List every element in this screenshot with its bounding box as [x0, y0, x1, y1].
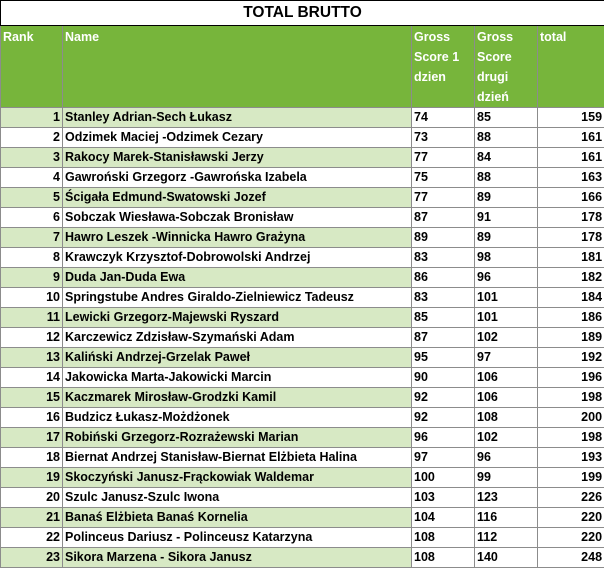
table-row: [1, 528, 604, 548]
header-row: [1, 26, 604, 108]
total-cell: 161: [538, 128, 604, 148]
total-cell: 198: [538, 428, 604, 448]
name-cell: Duda Jan-Duda Ewa: [63, 268, 412, 288]
total-cell: 184: [538, 288, 604, 308]
score-day2-cell: 88: [475, 168, 538, 188]
score-day2-cell: 102: [475, 328, 538, 348]
score-day1-cell: 103: [412, 488, 475, 508]
score-day2-cell: 89: [475, 228, 538, 248]
name-cell: Robiński Grzegorz-Rozrażewski Marian: [63, 428, 412, 448]
score-day2-cell: 116: [475, 508, 538, 528]
total-cell: 193: [538, 448, 604, 468]
table-row: [1, 128, 604, 148]
total-cell: 181: [538, 248, 604, 268]
score-day1-cell: 87: [412, 328, 475, 348]
name-cell: Sobczak Wiesława-Sobczak Bronisław: [63, 208, 412, 228]
rank-cell: 15: [1, 388, 63, 408]
score-day1-cell: 92: [412, 388, 475, 408]
total-cell: 200: [538, 408, 604, 428]
total-cell: 182: [538, 268, 604, 288]
rank-cell: 19: [1, 468, 63, 488]
score-day1-cell: 86: [412, 268, 475, 288]
table-row: [1, 348, 604, 368]
score-day2-cell: 101: [475, 288, 538, 308]
rank-cell: 2: [1, 128, 63, 148]
score-day1-cell: 100: [412, 468, 475, 488]
rank-cell: 20: [1, 488, 63, 508]
score-day1-cell: 97: [412, 448, 475, 468]
score-day1-cell: 96: [412, 428, 475, 448]
header-gross-score-day2: Gross Score drugi dzień: [475, 26, 538, 108]
rank-cell: 18: [1, 448, 63, 468]
table-row: [1, 548, 604, 568]
score-day1-cell: 89: [412, 228, 475, 248]
score-day2-cell: 96: [475, 448, 538, 468]
rank-cell: 3: [1, 148, 63, 168]
score-day1-cell: 83: [412, 288, 475, 308]
name-cell: Ścigała Edmund-Swatowski Jozef: [63, 188, 412, 208]
name-cell: Stanley Adrian-Sech Łukasz: [63, 108, 412, 128]
score-day2-cell: 85: [475, 108, 538, 128]
rank-cell: 6: [1, 208, 63, 228]
score-day2-cell: 140: [475, 548, 538, 568]
table-row: [1, 368, 604, 388]
score-day1-cell: 108: [412, 528, 475, 548]
table-row: [1, 268, 604, 288]
rank-cell: 11: [1, 308, 63, 328]
total-cell: 189: [538, 328, 604, 348]
name-cell: Kaliński Andrzej-Grzelak Paweł: [63, 348, 412, 368]
table-row: [1, 248, 604, 268]
name-cell: Jakowicka Marta-Jakowicki Marcin: [63, 368, 412, 388]
score-day2-cell: 88: [475, 128, 538, 148]
name-cell: Hawro Leszek -Winnicka Hawro Grażyna: [63, 228, 412, 248]
score-day1-cell: 83: [412, 248, 475, 268]
header-name: Name: [63, 26, 412, 108]
name-cell: Kaczmarek Mirosław-Grodzki Kamil: [63, 388, 412, 408]
name-cell: Biernat Andrzej Stanisław-Biernat Elżbieta Halina: [63, 448, 412, 468]
score-day2-cell: 108: [475, 408, 538, 428]
total-cell: 226: [538, 488, 604, 508]
rank-cell: 12: [1, 328, 63, 348]
name-cell: Szulc Janusz-Szulc Iwona: [63, 488, 412, 508]
score-day2-cell: 96: [475, 268, 538, 288]
name-cell: Lewicki Grzegorz-Majewski Ryszard: [63, 308, 412, 328]
table-row: [1, 408, 604, 428]
score-day1-cell: 92: [412, 408, 475, 428]
score-day1-cell: 95: [412, 348, 475, 368]
table-row: [1, 468, 604, 488]
rank-cell: 5: [1, 188, 63, 208]
table-row: [1, 508, 604, 528]
name-cell: Rakocy Marek-Stanisławski Jerzy: [63, 148, 412, 168]
score-day2-cell: 102: [475, 428, 538, 448]
total-cell: 159: [538, 108, 604, 128]
title-row: [1, 1, 604, 26]
table-row: [1, 108, 604, 128]
name-cell: Budzicz Łukasz-Możdżonek: [63, 408, 412, 428]
name-cell: Krawczyk Krzysztof-Dobrowolski Andrzej: [63, 248, 412, 268]
table-title: TOTAL BRUTTO: [1, 1, 604, 26]
name-cell: Gawroński Grzegorz -Gawrońska Izabela: [63, 168, 412, 188]
score-day2-cell: 91: [475, 208, 538, 228]
score-day2-cell: 97: [475, 348, 538, 368]
rank-cell: 14: [1, 368, 63, 388]
total-cell: 163: [538, 168, 604, 188]
rank-cell: 21: [1, 508, 63, 528]
rank-cell: 10: [1, 288, 63, 308]
score-day1-cell: 87: [412, 208, 475, 228]
score-day1-cell: 104: [412, 508, 475, 528]
table-row: [1, 188, 604, 208]
table-row: [1, 488, 604, 508]
table-row: [1, 388, 604, 408]
score-day2-cell: 106: [475, 388, 538, 408]
table-row: [1, 328, 604, 348]
rank-cell: 8: [1, 248, 63, 268]
rank-cell: 17: [1, 428, 63, 448]
total-cell: 199: [538, 468, 604, 488]
score-day2-cell: 98: [475, 248, 538, 268]
name-cell: Odzimek Maciej -Odzimek Cezary: [63, 128, 412, 148]
score-day1-cell: 73: [412, 128, 475, 148]
rank-cell: 9: [1, 268, 63, 288]
score-day1-cell: 74: [412, 108, 475, 128]
total-cell: 178: [538, 208, 604, 228]
name-cell: Sikora Marzena - Sikora Janusz: [63, 548, 412, 568]
table-row: [1, 288, 604, 308]
total-cell: 196: [538, 368, 604, 388]
header-rank: Rank: [1, 26, 63, 108]
table-row: [1, 448, 604, 468]
score-day1-cell: 90: [412, 368, 475, 388]
score-day1-cell: 75: [412, 168, 475, 188]
score-day1-cell: 108: [412, 548, 475, 568]
name-cell: Karczewicz Zdzisław-Szymański Adam: [63, 328, 412, 348]
rank-cell: 4: [1, 168, 63, 188]
total-cell: 186: [538, 308, 604, 328]
score-day2-cell: 89: [475, 188, 538, 208]
score-day2-cell: 101: [475, 308, 538, 328]
rank-cell: 13: [1, 348, 63, 368]
rank-cell: 16: [1, 408, 63, 428]
total-cell: 166: [538, 188, 604, 208]
score-day2-cell: 106: [475, 368, 538, 388]
total-cell: 248: [538, 548, 604, 568]
total-cell: 220: [538, 528, 604, 548]
score-day2-cell: 84: [475, 148, 538, 168]
score-day1-cell: 85: [412, 308, 475, 328]
header-gross-score-day1: Gross Score 1 dzien: [412, 26, 475, 108]
total-cell: 192: [538, 348, 604, 368]
table-row: [1, 308, 604, 328]
table-row: [1, 208, 604, 228]
name-cell: Polinceus Dariusz - Polinceusz Katarzyna: [63, 528, 412, 548]
score-day2-cell: 112: [475, 528, 538, 548]
header-total: total: [538, 26, 604, 108]
total-cell: 220: [538, 508, 604, 528]
score-day2-cell: 123: [475, 488, 538, 508]
table-row: [1, 428, 604, 448]
table-row: [1, 228, 604, 248]
score-day2-cell: 99: [475, 468, 538, 488]
rank-cell: 1: [1, 108, 63, 128]
total-cell: 198: [538, 388, 604, 408]
name-cell: Skoczyński Janusz-Frąckowiak Waldemar: [63, 468, 412, 488]
table-row: [1, 148, 604, 168]
score-day1-cell: 77: [412, 188, 475, 208]
table-row: [1, 168, 604, 188]
name-cell: Banaś Elżbieta Banaś Kornelia: [63, 508, 412, 528]
total-cell: 178: [538, 228, 604, 248]
rank-cell: 22: [1, 528, 63, 548]
name-cell: Springstube Andres Giraldo-Zielniewicz Tadeusz: [63, 288, 412, 308]
rank-cell: 23: [1, 548, 63, 568]
score-day1-cell: 77: [412, 148, 475, 168]
rank-cell: 7: [1, 228, 63, 248]
total-cell: 161: [538, 148, 604, 168]
